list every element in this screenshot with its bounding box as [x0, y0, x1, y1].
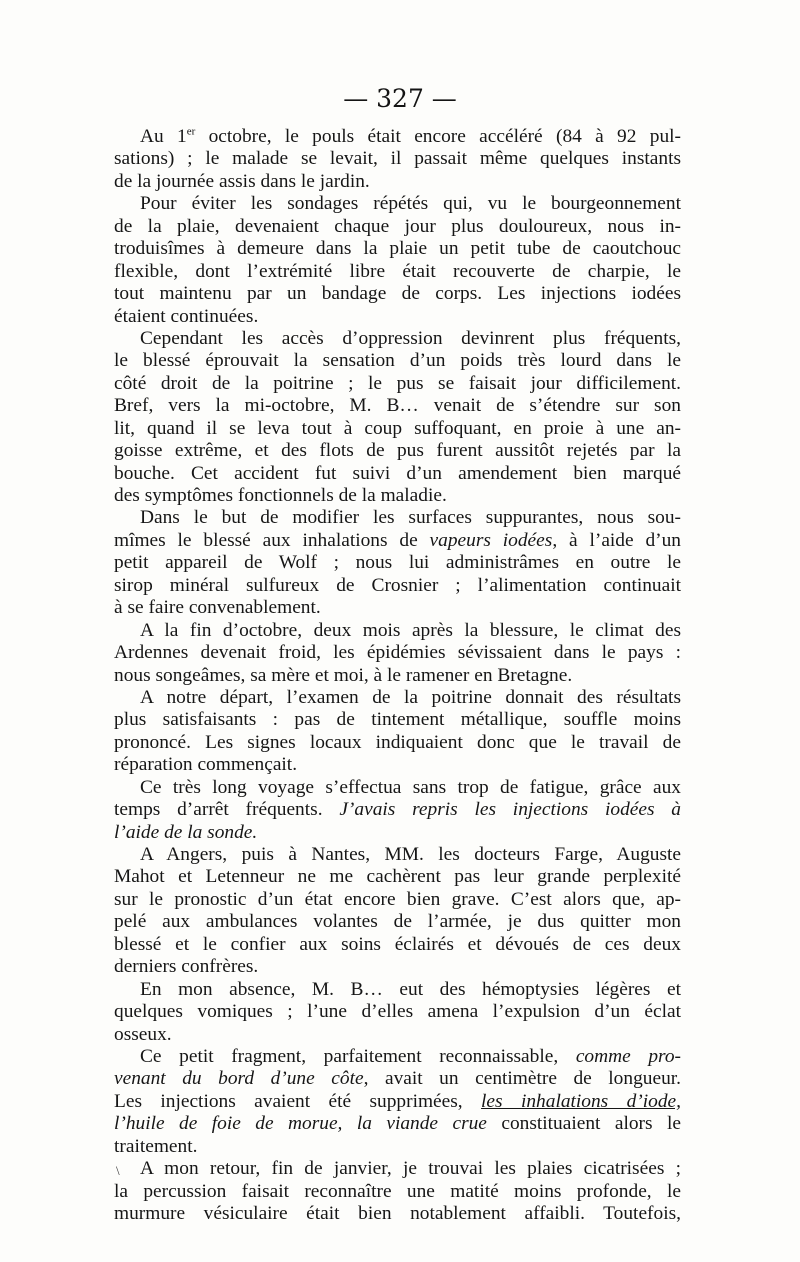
text-line — [114, 148, 681, 170]
text-span: venant du bord d’une côte — [114, 1068, 364, 1090]
text-span: Cependant les accès d’oppression devinrent plus fréquents, — [140, 327, 681, 349]
margin-mark: \ — [116, 1163, 120, 1178]
text-line — [114, 126, 681, 148]
text-span: A notre départ, l’examen de la poitrine donnait des résultats — [140, 686, 681, 708]
body-text — [114, 126, 681, 1225]
text-span: plus satisfaisants : pas de tintement métallique, souffle moins — [114, 709, 681, 731]
text-line — [114, 956, 681, 978]
text-line — [114, 665, 681, 687]
text-line — [114, 373, 681, 395]
text-span: côté droit de la poitrine ; le pus se faisait jour difficilement. — [114, 372, 681, 394]
text-line — [114, 306, 681, 328]
text-span: l’aide de la sonde. — [114, 821, 258, 843]
text-line — [114, 1091, 681, 1113]
text-line — [114, 440, 681, 462]
text-span: Ce très long voyage s’effectua sans trop de fatigue, grâce aux — [140, 776, 681, 798]
text-span: prononcé. Les signes locaux indiquaient donc que le travail de — [114, 731, 681, 753]
text-line — [114, 418, 681, 440]
text-span: réparation commençait. — [114, 754, 298, 776]
text-span: En mon absence, M. B… eut des hémoptysies légères et — [140, 978, 681, 1000]
text-span: osseux. — [114, 1023, 172, 1045]
text-span: des symptômes fonctionnels de la maladie. — [114, 485, 447, 506]
text-line — [114, 238, 681, 260]
text-line — [114, 552, 681, 574]
text-line — [114, 463, 681, 485]
text-span: murmure vésiculaire était bien notablement affaibli. Toutefois, — [114, 1203, 681, 1224]
text-line — [114, 979, 681, 1001]
text-span: sations) ; le malade se levait, il passait même quelques instants — [114, 148, 681, 170]
text-span: temps d’arrêt fréquents. — [114, 799, 340, 821]
text-span: goisse extrême, et des flots de pus furent aussitôt rejetés par la — [114, 440, 681, 462]
text-line — [114, 709, 681, 731]
text-line — [114, 261, 681, 283]
text-span: flexible, dont l’extrémité libre était recouverte de charpie, le — [114, 260, 681, 282]
text-span: Mahot et Letenneur ne me cachèrent pas leur grande perplexité — [114, 866, 681, 888]
text-span: petit appareil de Wolf ; nous lui administrâmes en outre le — [114, 552, 681, 574]
text-line — [114, 642, 681, 664]
text-line — [114, 777, 681, 799]
text-span: la percussion faisait reconnaître une matité moins profonde, le — [114, 1180, 681, 1202]
text-line — [114, 866, 681, 888]
text-line — [114, 485, 681, 507]
text-span: Ce petit fragment, parfaitement reconnaissable, — [140, 1045, 576, 1067]
text-line — [114, 216, 681, 238]
text-line — [114, 1136, 681, 1158]
text-span: de la journée assis dans le jardin. — [114, 170, 370, 192]
text-span: Ardennes devenait froid, les épidémies sévissaient dans le pays : — [114, 642, 681, 664]
text-line — [114, 1046, 681, 1068]
text-span: troduisîmes à demeure dans la plaie un petit tube de caoutchouc — [114, 238, 681, 260]
text-line — [114, 754, 681, 776]
text-span: nous songeâmes, sa mère et moi, à le ramener en Bretagne. — [114, 664, 573, 686]
text-span: tout maintenu par un bandage de corps. Les injections iodées — [114, 283, 681, 305]
text-line — [114, 1024, 681, 1046]
text-span: blessé et le confier aux soins éclairés et dévoués de ces deux — [114, 933, 681, 955]
text-line — [114, 395, 681, 417]
text-line — [114, 799, 681, 821]
text-span: vapeurs iodées — [429, 529, 553, 551]
text-span: , à l’aide d’un — [552, 529, 681, 551]
text-span: sur le pronostic d’un état encore bien grave. C’est alors que, ap- — [114, 888, 681, 910]
superscript: er — [186, 125, 196, 138]
text-span: les inhalations d’iode, — [481, 1090, 681, 1112]
text-span: comme pro- — [575, 1045, 682, 1067]
text-line — [114, 530, 681, 552]
text-line — [114, 844, 681, 866]
text-span: Bref, vers la mi-octobre, M. B… venait de s’étendre sur son — [114, 395, 681, 417]
text-span: A Angers, puis à Nantes, MM. les docteurs Farge, Auguste — [140, 844, 681, 865]
text-span: quelques vomiques ; l’une d’elles amena l’expulsion d’un éclat — [114, 1001, 681, 1023]
text-span: Les injections avaient été supprimées, — [114, 1090, 482, 1112]
text-span: à se faire convenablement. — [114, 597, 321, 619]
text-line — [114, 171, 681, 193]
text-line — [114, 687, 681, 709]
text-line — [114, 1068, 681, 1090]
text-span: Pour éviter les sondages répétés qui, vu le bourgeonnement — [140, 193, 681, 215]
text-span: Au 1 — [140, 126, 187, 147]
text-line — [114, 732, 681, 754]
text-span: étaient continuées. — [114, 305, 259, 327]
text-line — [114, 283, 681, 305]
text-line — [114, 1113, 681, 1135]
text-line — [114, 507, 681, 529]
text-span: l’huile de foie de morue, la viande crue — [114, 1113, 487, 1135]
text-span: lit, quand il se leva tout à coup suffoquant, en proie à une an- — [114, 417, 681, 439]
text-line — [114, 822, 681, 844]
text-span: A la fin d’octobre, deux mois après la blessure, le climat des — [140, 619, 681, 641]
text-span: A mon retour, fin de janvier, je trouvai les plaies cicatrisées ; — [140, 1158, 681, 1180]
text-line — [114, 889, 681, 911]
text-line — [114, 911, 681, 933]
text-span: de la plaie, devenaient chaque jour plus douloureux, nous in- — [114, 215, 681, 237]
text-line — [114, 193, 681, 215]
text-span: traitement. — [114, 1135, 198, 1157]
text-line — [114, 1181, 681, 1203]
text-line — [114, 620, 681, 642]
text-span: mîmes le blessé aux inhalations de — [114, 529, 430, 551]
text-line — [114, 1158, 681, 1180]
text-line — [114, 597, 681, 619]
text-line — [114, 1203, 681, 1225]
text-line — [114, 575, 681, 597]
text-span: , avait un centimètre de longueur. — [363, 1068, 681, 1090]
text-span: pelé aux ambulances volantes de l’armée, je dus quitter mon — [114, 911, 681, 933]
text-line — [114, 934, 681, 956]
text-span: bouche. Cet accident fut suivi d’un amendement bien marqué — [114, 462, 681, 484]
page-number: — 327 — — [343, 84, 457, 113]
text-span: sirop minéral sulfureux de Crosnier ; l’alimentation continuait — [114, 574, 681, 596]
text-span: derniers confrères. — [114, 956, 259, 978]
text-span: octobre, le pouls était encore accéléré (84 à 92 pul- — [195, 126, 681, 147]
text-line — [114, 350, 681, 372]
text-span: constituaient alors le — [486, 1113, 681, 1135]
text-line — [114, 328, 681, 350]
text-span: J’avais repris les injections iodées à — [339, 799, 681, 821]
text-line — [114, 1001, 681, 1023]
text-span: Dans le but de modifier les surfaces suppurantes, nous sou- — [140, 507, 681, 529]
text-span: le blessé éprouvait la sensation d’un poids très lourd dans le — [114, 350, 681, 372]
